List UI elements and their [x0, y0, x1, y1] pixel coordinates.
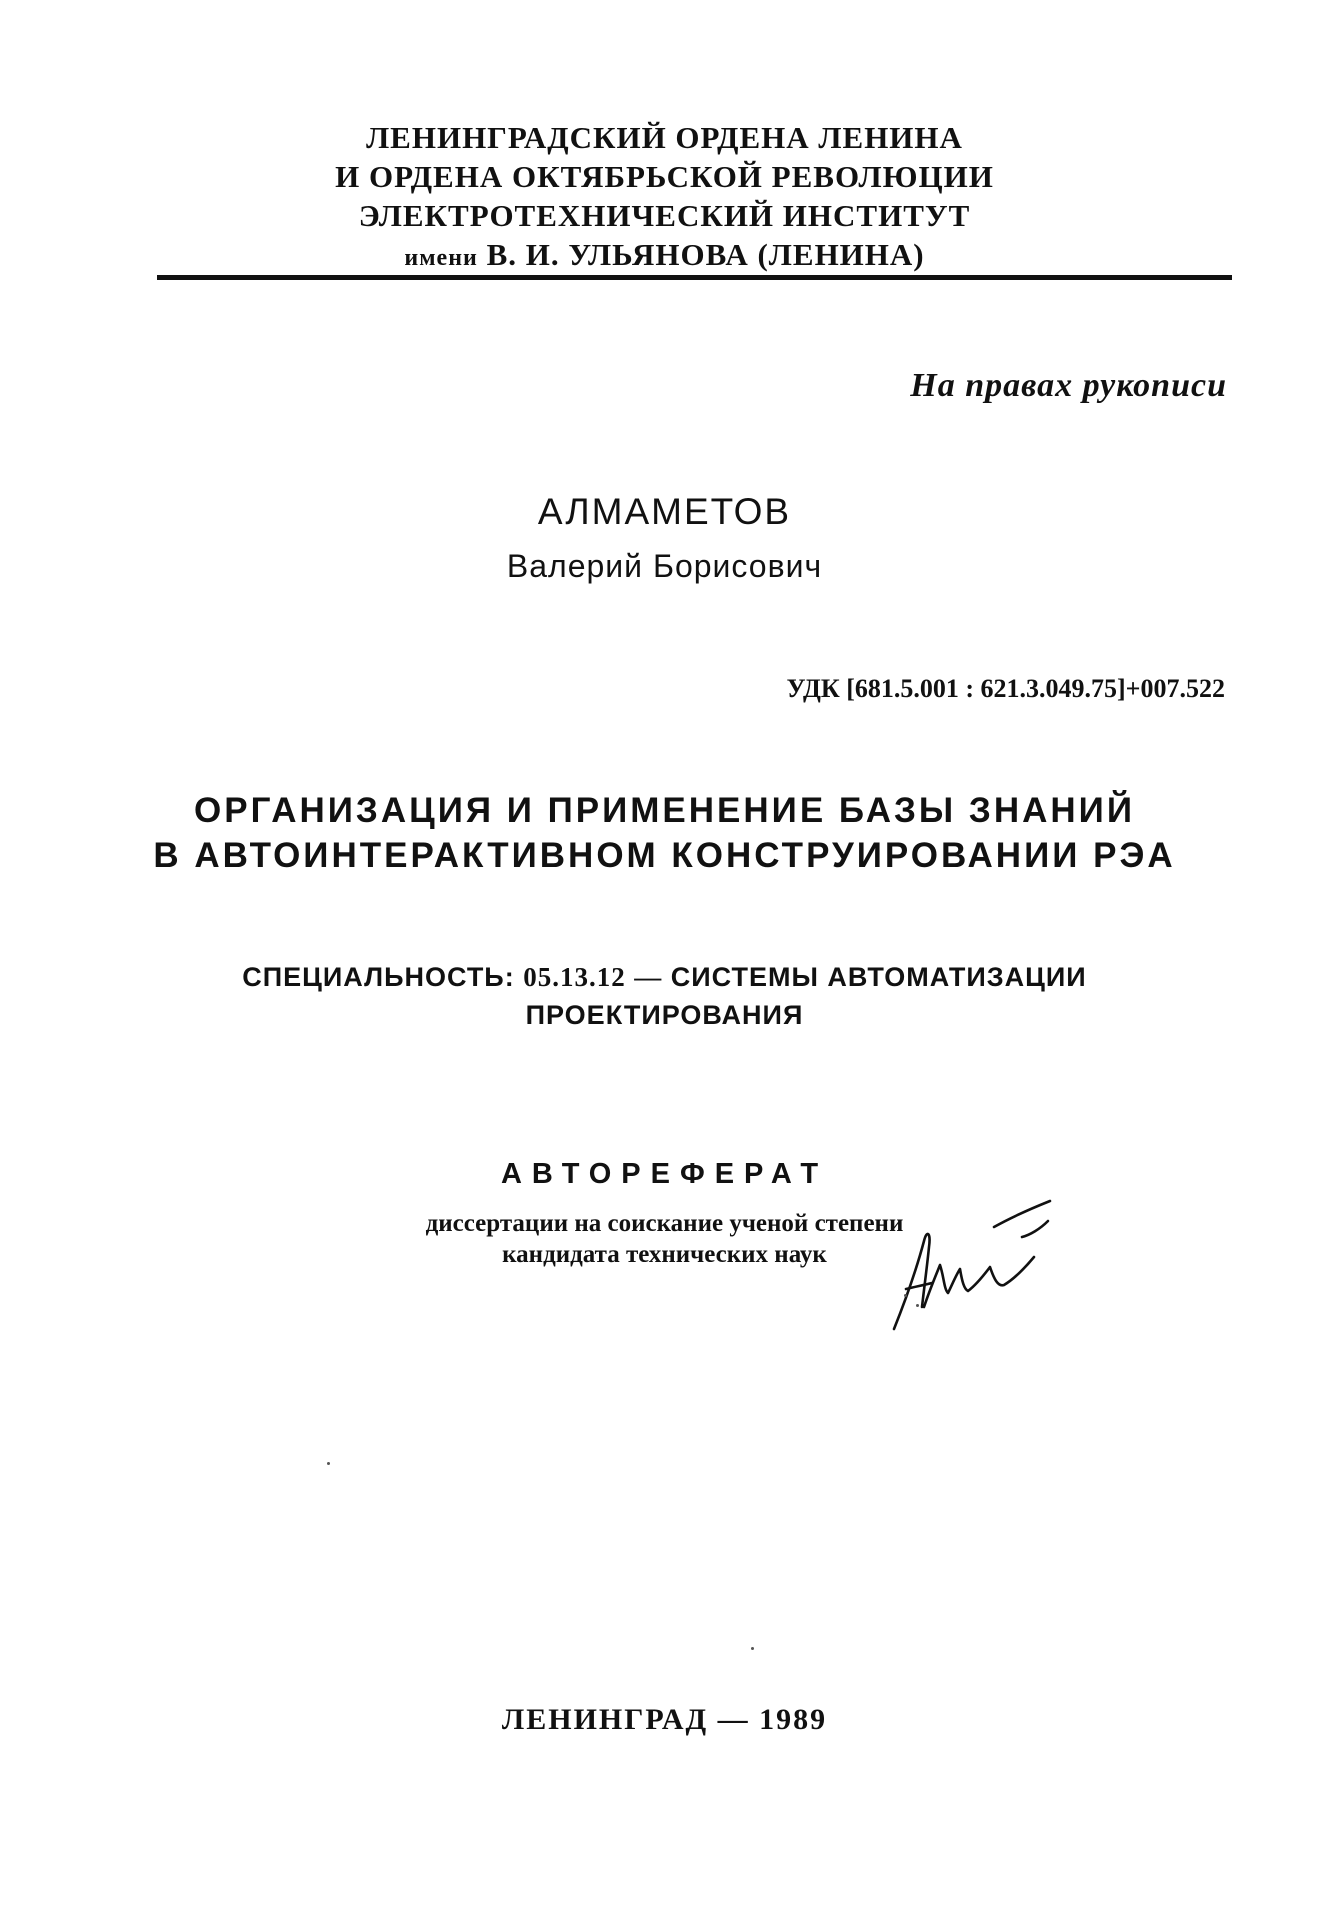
institution-name: В. И. УЛЬЯНОВА (ЛЕНИНА): [486, 237, 925, 272]
specialty-dash: —: [634, 962, 663, 992]
abstract-label: АВТОРЕФЕРАТ: [500, 1158, 829, 1190]
header-divider: [157, 275, 1232, 280]
institution-line-1: ЛЕНИНГРАДСКИЙ ОРДЕНА ЛЕНИНА: [366, 120, 963, 155]
scan-speck: [327, 1462, 330, 1465]
signature-stroke-1: [894, 1234, 930, 1329]
thesis-title-line-1: ОРГАНИЗАЦИЯ И ПРИМЕНЕНИЕ БАЗЫ ЗНАНИЙ: [194, 791, 1135, 830]
signature-stroke-5: [1022, 1221, 1048, 1237]
thesis-title-line-2: В АВТОИНТЕРАКТИВНОМ КОНСТРУИРОВАНИИ РЭА: [153, 836, 1176, 875]
degree-description: [0, 1208, 1329, 1270]
thesis-title: [0, 788, 1329, 878]
degree-line-2: кандидата технических наук: [502, 1241, 827, 1268]
specialty-name-line-2: ПРОЕКТИРОВАНИЯ: [525, 1000, 804, 1030]
specialty-label: СПЕЦИАЛЬНОСТЬ:: [242, 962, 515, 992]
signature-stroke-4: [994, 1201, 1050, 1227]
author-surname: АЛМАМЕТОВ: [537, 491, 792, 532]
scan-speck: [751, 1647, 754, 1650]
institution-line-2: И ОРДЕНА ОКТЯБРЬСКОЙ РЕВОЛЮЦИИ: [335, 159, 994, 194]
specialty-code: 05.13.12: [523, 962, 626, 992]
institution-line-3: ЭЛЕКТРОТЕХНИЧЕСКИЙ ИНСТИТУТ: [358, 198, 971, 233]
udk-code: УДК [681.5.001 : 621.3.049.75]+007.522: [786, 674, 1225, 703]
institution-header: [0, 118, 1329, 278]
signature-stroke-3: [924, 1257, 1034, 1307]
scan-speck: [904, 1294, 907, 1297]
scan-speck: [916, 1304, 919, 1307]
author-given-name: Валерий Борисович: [506, 548, 823, 584]
handwritten-signature: [884, 1189, 1062, 1339]
degree-line-1: диссертации на соискание ученой степени: [425, 1210, 904, 1237]
institution-name-prefix: имени: [404, 245, 478, 271]
specialty-line-1: [0, 958, 1329, 996]
rights-note: На правах рукописи: [910, 367, 1227, 404]
specialty-name-line-1: СИСТЕМЫ АВТОМАТИЗАЦИИ: [670, 962, 1087, 992]
institution-line-4: [0, 235, 1329, 278]
imprint-city-year: ЛЕНИНГРАД — 1989: [501, 1703, 828, 1736]
specialty: [0, 958, 1329, 1034]
